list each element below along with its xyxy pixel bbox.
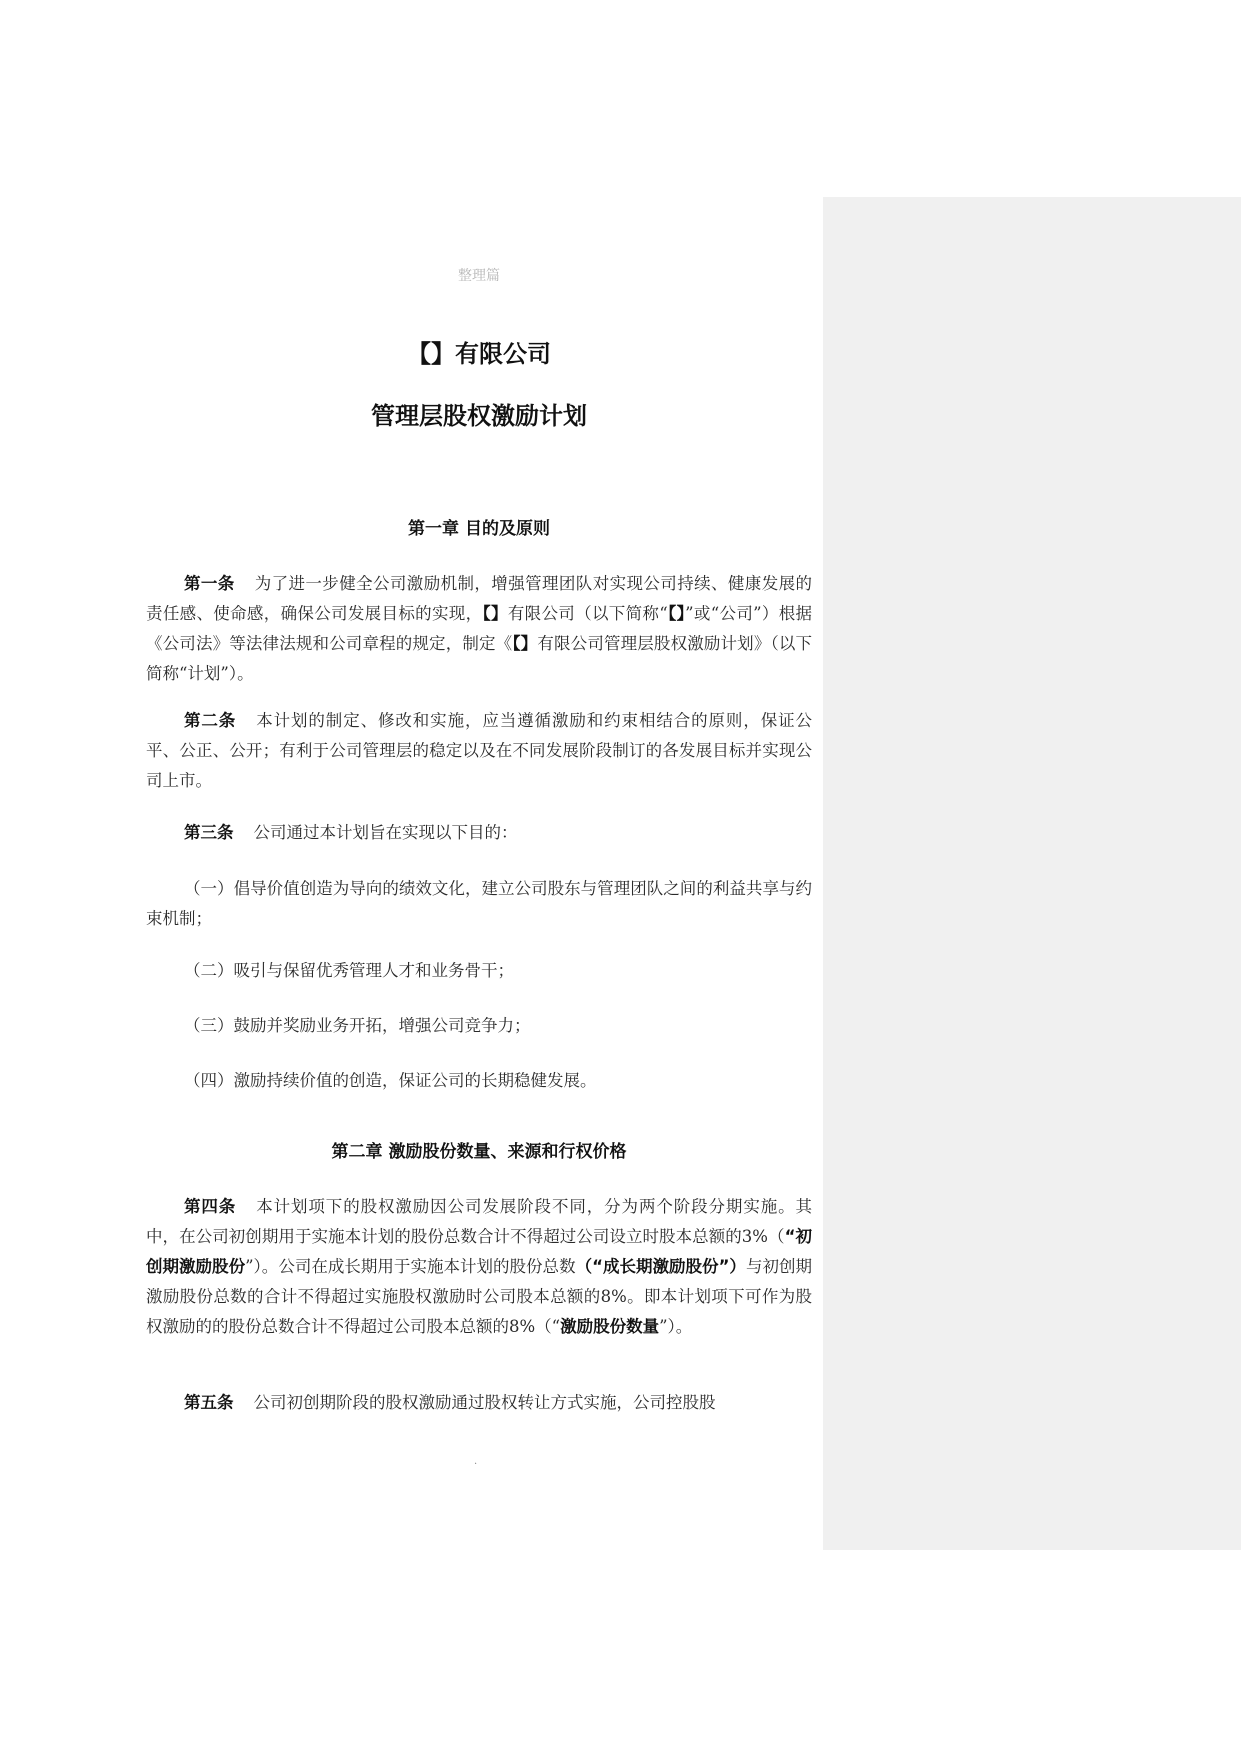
article-text: 公司初创期阶段的股权激励通过股权转让方式实施，公司控股股 xyxy=(253,1393,716,1412)
defined-term: 激励股份数量 xyxy=(560,1317,660,1336)
article-text: 为了进一步健全公司激励机制，增强管理团队对实现公司持续、健康发展的责任感、使命感，确保公司发展目标的实现， xyxy=(146,574,813,623)
article-text: 公司通过本计划旨在实现以下目的： xyxy=(253,823,518,842)
list-item: （一）倡导价值创造为导向的绩效文化，建立公司股东与管理团队之间的利益共享与约束机制； xyxy=(146,879,812,928)
list-item: （四）激励持续价值的创造，保证公司的长期稳健发展。 xyxy=(184,1071,597,1090)
article-2 xyxy=(146,706,812,796)
chapter-heading-1: 第一章 目的及原则 xyxy=(408,519,550,539)
comment-sidebar xyxy=(823,197,1241,1550)
article-text: ”或“公司”）根据《公司法》等法律法规和公司章程的规定，制定《 xyxy=(146,604,813,653)
article-3 xyxy=(146,818,812,848)
article-label: 第三条 xyxy=(184,823,234,842)
company-placeholder: 【】 xyxy=(512,634,538,653)
article-1 xyxy=(146,569,812,689)
article-text: 与初创期激励股份总数的合计不得超过实施股权激励时公司股本总额的8%。即本计划项下可作为股权激励的的股份总数合计不得超过公司股本总额的8%（“ xyxy=(146,1257,812,1336)
article-label: 第一条 xyxy=(184,574,235,593)
article-text: ”）。 xyxy=(659,1317,693,1336)
article-label: 第四条 xyxy=(184,1197,237,1216)
page-header: 整理篇 xyxy=(458,268,500,284)
chapter-heading-2: 第二章 激励股份数量、来源和行权价格 xyxy=(331,1142,627,1162)
company-placeholder: 【】 xyxy=(667,604,686,623)
document-subtitle: 管理层股权激励计划 xyxy=(371,402,587,430)
page-footer-mark: . xyxy=(474,1456,478,1467)
article-5 xyxy=(146,1388,812,1418)
article-text: 有限公司（以下简称“ xyxy=(507,604,668,623)
article-text: ”）。公司在成长期用于实施本计划的股份总数 xyxy=(245,1257,576,1276)
defined-term: （“成长期激励股份”） xyxy=(575,1257,746,1276)
article-label: 第二条 xyxy=(184,711,237,730)
article-text: 本计划项下的股权激励因公司发展阶段不同，分为两个阶段分期实施。其中，在公司初创期用于实施本计划的股份总数合计不得超过公司设立时股本总额的3%（ xyxy=(146,1197,813,1246)
list-item: （三）鼓励并奖励业务开拓，增强公司竞争力； xyxy=(184,1016,531,1035)
document-title: 【】有限公司 xyxy=(407,340,551,368)
article-label: 第五条 xyxy=(184,1393,234,1412)
defined-term: “初创期激励股份 xyxy=(146,1227,812,1276)
article-4 xyxy=(146,1192,812,1342)
article-text: 本计划的制定、修改和实施，应当遵循激励和约束相结合的原则，保证公平、公正、公开；有利于公司管理层的稳定以及在不同发展阶段制订的各发展目标并实现公司上市。 xyxy=(146,711,813,790)
article-text: 有限公司管理层股权激励计划》（以下简称“计划”）。 xyxy=(146,634,813,683)
company-placeholder: 【】 xyxy=(482,604,508,623)
list-item: （二）吸引与保留优秀管理人才和业务骨干； xyxy=(184,961,514,980)
